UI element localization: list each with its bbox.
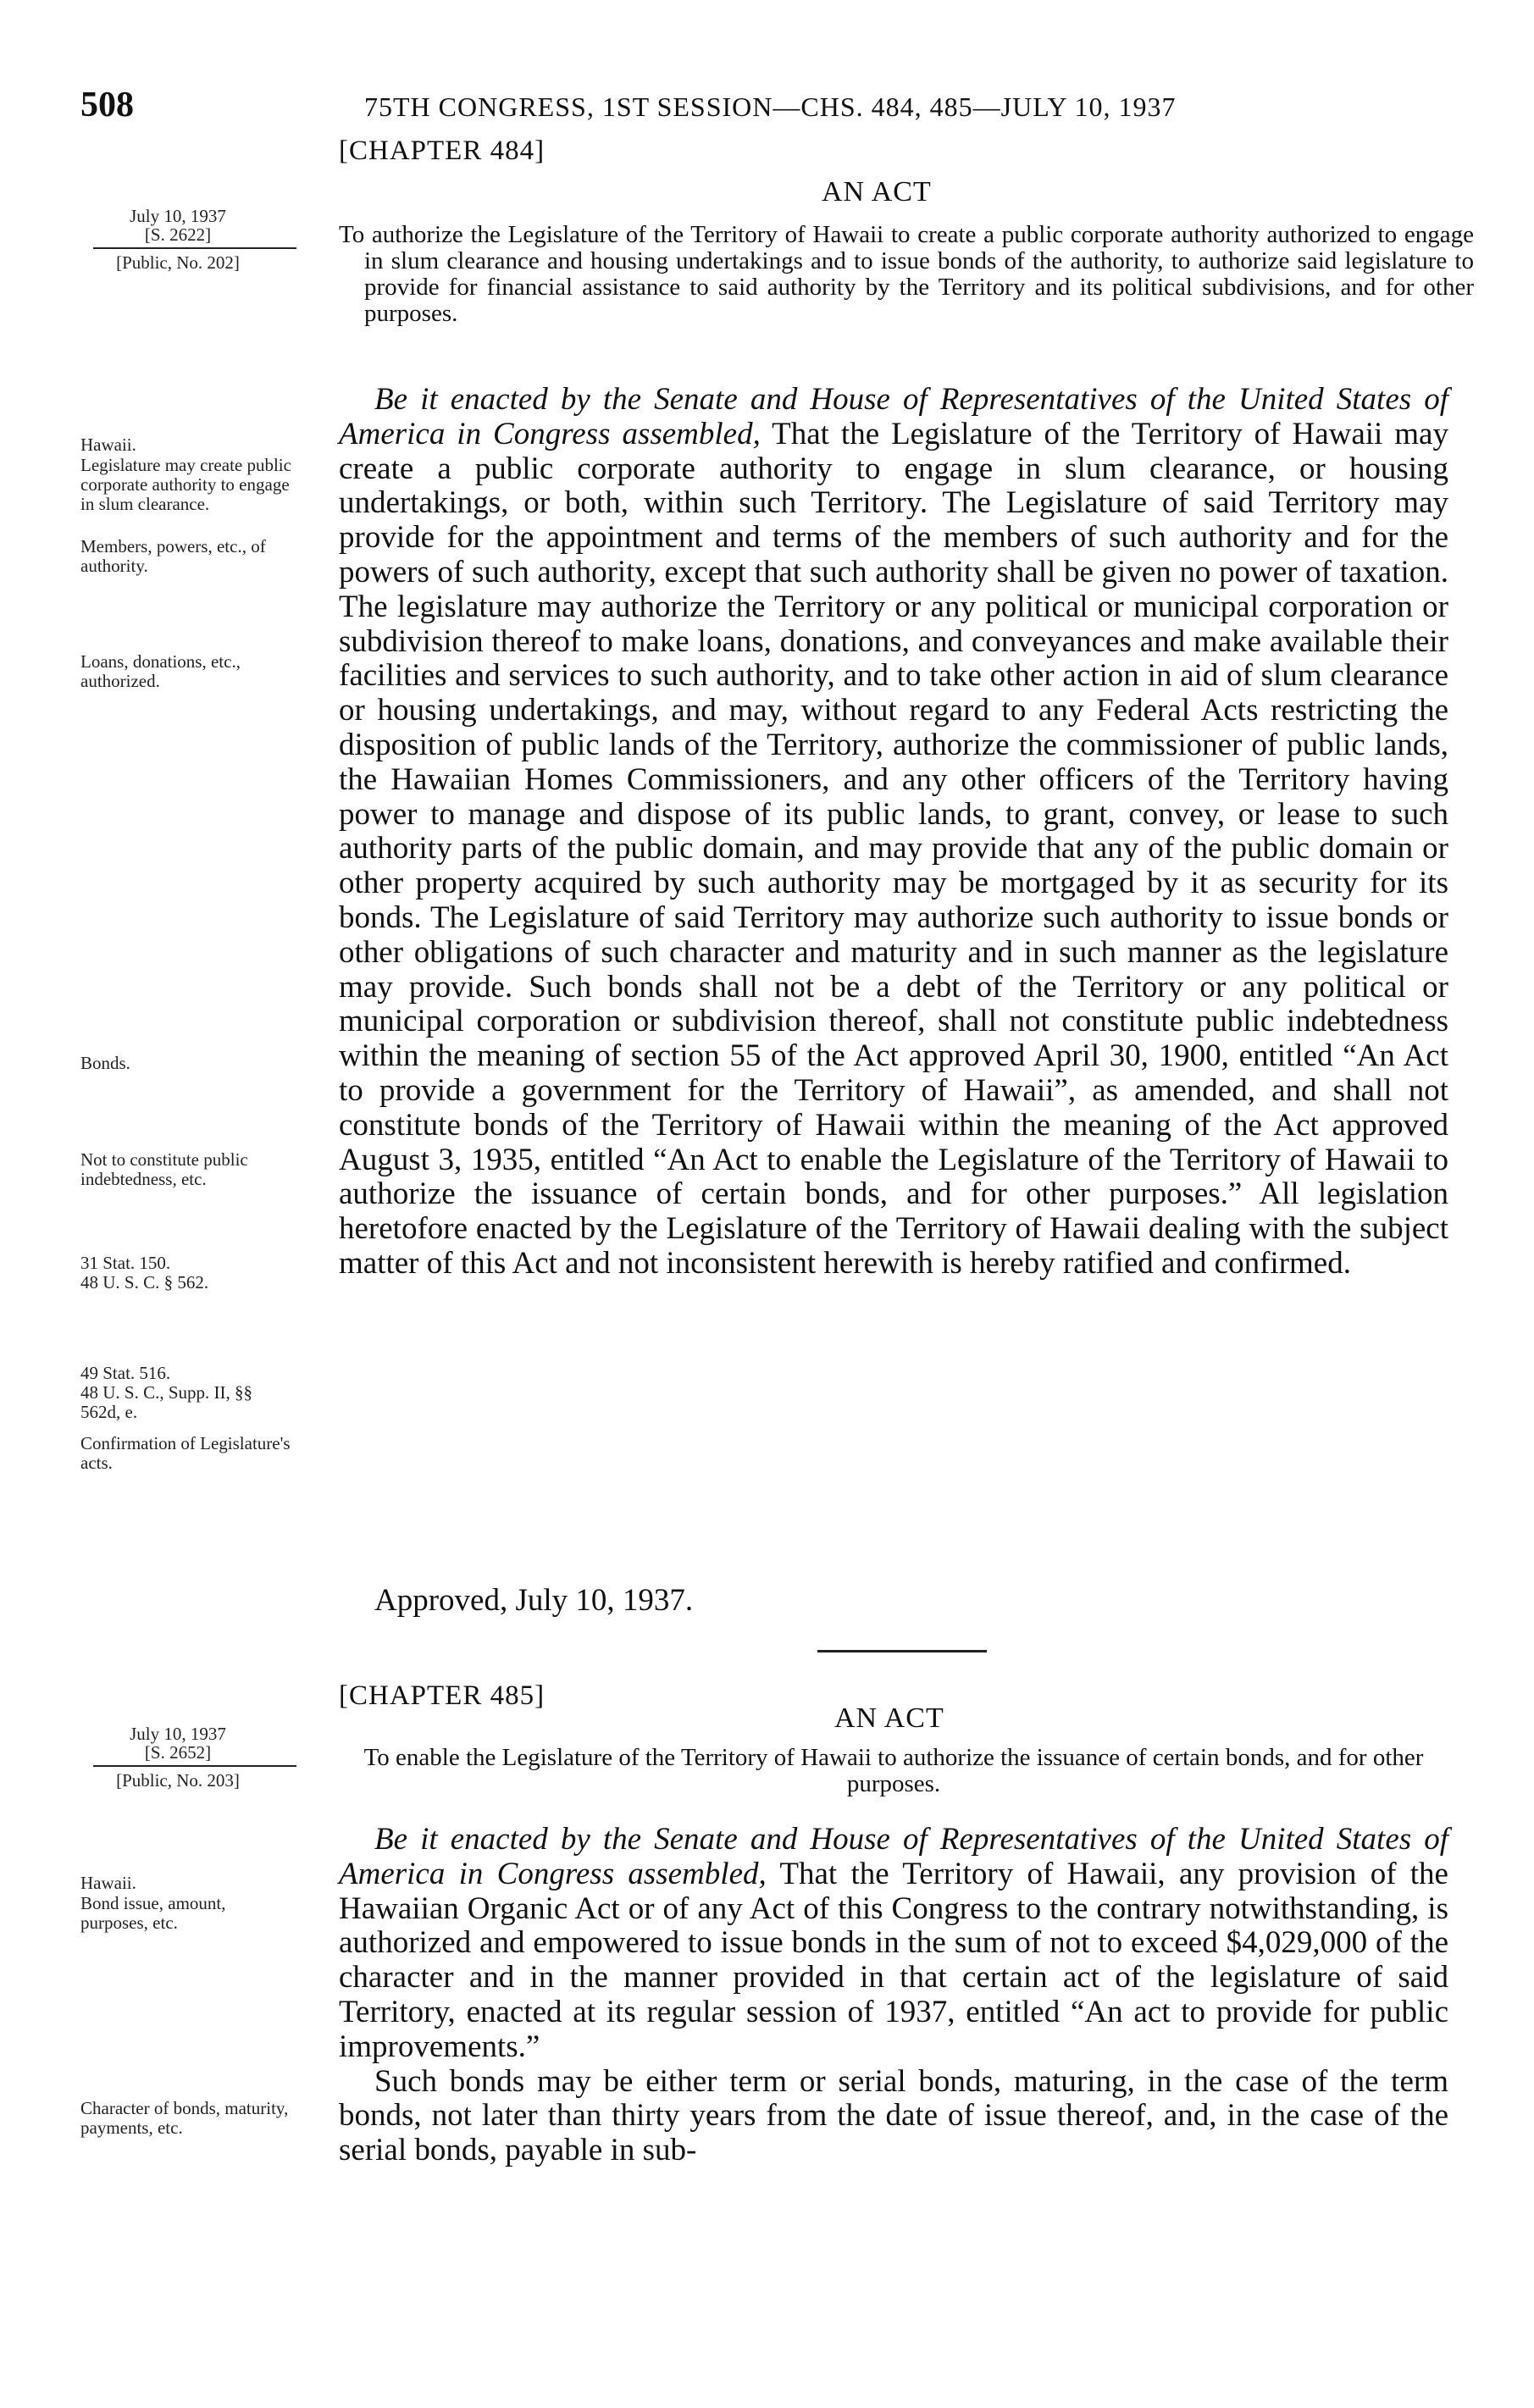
public-law-number: [Public, No. 202] [116,252,240,273]
approval-line: Approved, July 10, 1937. [374,1583,694,1618]
running-head: 75TH CONGRESS, 1ST SESSION—CHS. 484, 485—JULY 10, 1937 [364,91,1177,122]
margin-note: Hawaii. [80,1873,136,1893]
page-number: 508 [80,86,134,125]
margin-note: Hawaii. [80,435,136,455]
bill-number: [S. 2622] [144,224,212,245]
enactment-date: July 10, 1937 [130,206,226,226]
margin-citation: 31 Stat. 150. [80,1253,171,1273]
public-law-number: [Public, No. 203] [116,1770,240,1791]
enacting-clause: Be it enacted by the Senate and House of Representatives of the United States of America in Congress assembled, [339,382,1448,451]
margin-citation: 48 U. S. C. § 562. [80,1272,209,1293]
chapter-label: [CHAPTER 485] [339,1680,545,1711]
margin-citation: 49 Stat. 516. [80,1363,171,1383]
act-label: AN ACT [834,1702,944,1734]
enacting-clause: Be it enacted by the Senate and House of Representatives of the United States of America in Congress assembled, [339,1822,1448,1891]
margin-rule [93,1765,296,1767]
act-label: AN ACT [822,176,932,208]
act-body [339,1823,1448,2168]
margin-note: Confirmation of Legislature's acts. [80,1433,291,1473]
margin-note: Bond issue, amount, purposes, etc. [80,1893,226,1933]
margin-note: Not to constitute public indebtedness, etc. [80,1149,248,1189]
margin-note: Loans, donations, etc., authorized. [80,651,241,691]
margin-note: Members, powers, etc., of authority. [80,536,266,576]
margin-note: Legislature may create public corporate authority to engage in slum clearance. [80,455,291,514]
chapter-label: [CHAPTER 484] [339,136,545,166]
margin-citation: 48 U. S. C., Supp. II, §§ 562d, e. [80,1382,253,1422]
act-body [339,383,1448,1281]
act-purpose: To authorize the Legislature of the Territory of Hawaii to create a public corporate authority authorized to engage in slum clearance and housing undertakings and to issue bonds of the authority, to authorize said legislature to provide for financial assistance to said authority by the Territory and its political subdivisions, and for other purposes. [339,221,1474,327]
act-text: That the Territory of Hawaii, any provision of the Hawaiian Organic Act or of any Act of this Congress to the contrary notwithstanding, is authorized and empowered to issue bonds in the sum of not to exceed $4,029,000 of the character and in the manner provided in that certain act of the legislature of said Territory, enacted at its regular session of 1937, entitled “An act to provide for public improvements.” [339,1856,1448,2064]
bill-number: [S. 2652] [144,1742,212,1763]
enactment-date: July 10, 1937 [130,1724,226,1744]
margin-note: Character of bonds, maturity, payments, etc. [80,2098,289,2138]
margin-rule [93,247,296,249]
act-text: Such bonds may be either term or serial bonds, maturing, in the case of the term bonds, not later than thirty years from the date of issue thereof, and, in the case of the serial bonds, payable in sub- [339,2063,1448,2168]
margin-note: Bonds. [80,1053,130,1073]
act-text: That the Legislature of the Territory of Hawaii may create a public corporate authority to engage in slum clearance, or housing undertakings, or both, within such Territory. The Legislature of said Territory may provide for the appointment and terms of the members of such authority and for the powers of such authority, except that such authority shall be given no power of taxation. The legislature may authorize the Territory or any political or municipal corporation or subdivision thereof to make loans, donations, and conveyances and make available their facilities and services to such authority, and to take other action in aid of slum clearance or housing undertakings, and may, without regard to any Federal Acts restricting the disposition of public lands of the Territory, authorize the commissioner of public lands, the Hawaiian Homes Commissioners, and any other officers of the Territory having power to manage and dispose of its public lands, to grant, convey, or lease to such authority parts of the public domain, and may provide that any of the public domain or other property acquired by such authority may be mortgaged by it as security for its bonds. The Legislature of said Territory may authorize such authority to issue bonds or other obligations of such character and maturity and in such manner as the legislature may provide. Such bonds shall not be a debt of the Territory or any political or municipal corporation or subdivision thereof, shall not constitute public indebtedness within the meaning of section 55 of the Act approved April 30, 1900, entitled “An Act to provide a government for the Territory of Hawaii”, as amended, and shall not constitute bonds of the Territory of Hawaii within the meaning of the Act approved August 3, 1935, entitled “An Act to enable the Legislature of the Territory of Hawaii to authorize the issuance of certain bonds, and for other purposes.” All legislation heretofore enacted by the Legislature of the Territory of Hawaii dealing with the subject matter of this Act and not inconsistent herewith is hereby ratified and confirmed. [339,416,1448,1281]
act-purpose: To enable the Legislature of the Territory of Hawaii to authorize the issuance of certain bonds, and for other purposes. [363,1744,1424,1797]
chapter-divider [817,1650,987,1652]
